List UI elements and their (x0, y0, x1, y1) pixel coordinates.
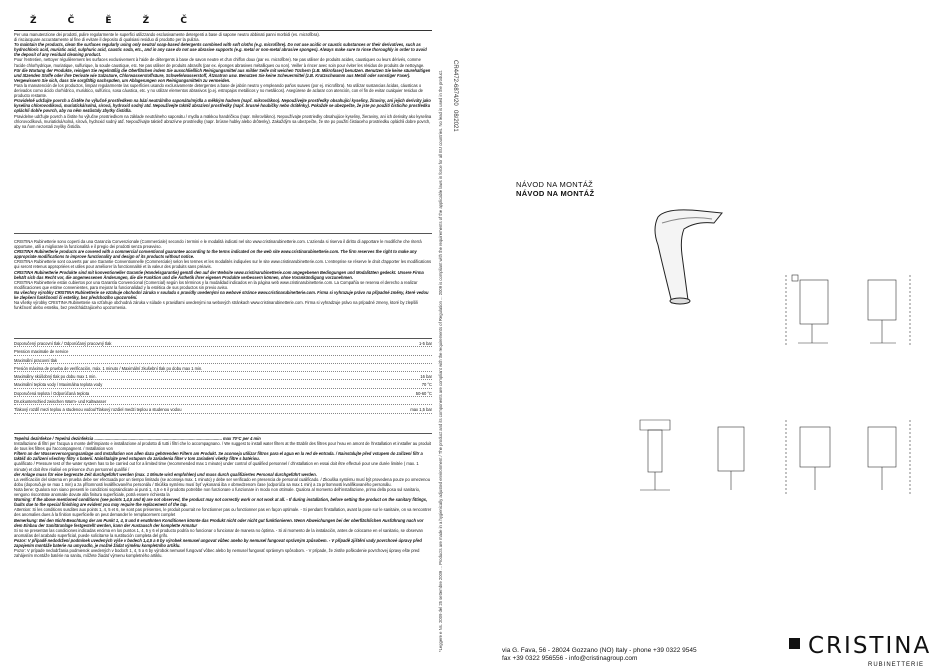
warranty-paragraph: Na všechny výrobky CRISTINA Rubinetterie se vztahuje obchodní záruka v souladu s pravidly uvedenými na webové stránce www.cristinarubinetterie.com. Firma si vyhrazuje právo na případné změny, které vedou ke zlepšení funkčnosti či estetiky, bez předchozího upozornění. (14, 289, 429, 301)
warranty-paragraph: CRISTINA Rubinetterie sont couverts par une Garantie Conventionnelle (Commerciale) selon les termes et les modalités indiquées sur le site www.cristinarubinetterie.com. L'entreprise se réserve le droit d'apporter les modifications qui seront retenus appropriées et utiles pour améliorer la fonctionnalité et la valeur des produits sans préavis. (14, 259, 432, 270)
installation-paragraph: La verificación del sistema en prueba debe ser efectuada por un tiempo limitado (se aconseja max. 1 minuto) y debe ser verificado en presencia de personal cualificado. / Zkouška systému musí být provedena pouze po omezenou dobu (doporučuje se max 1 min) a za přítomnosti kvalifikovaného personálu / Skúška systému musí byť vykonaná iba v obmedzenom čase (odporúča sa max 1 min) a za prítomnosti kvalifikovaného personálu. (14, 476, 430, 487)
spec-label: Maximálny skúšobný tlak po dobu max 1 min. (14, 374, 97, 380)
maintenance-paragraph: Für die Wartung der Produkte, reinigen Sie regelmäßig die Oberflächen indem Sie ausschließlich Reinigungsmittel aus milder Seife mit weichen Tüchern (z.B. Mikrofaser) benutzen. Benutzen Sie keine säurehaltigen und ätzenden Stoffe oder ihre Derivate wie Salzsäure, Chlorwasserstoffsäure, Schwefelwasserstoff, Ätznatron usw. Benutzen Sie keine Scheuermittel (z.B. Kratzschwamm aus Metall oder sonstiger Faser). Vergewissern Sie sich, dass Sie sorgfältig nachspülen, um Ablagerungen von Reinigungsmitteln zu vermeiden. (14, 67, 431, 83)
spec-row (14, 399, 432, 405)
spec-row (14, 349, 432, 355)
spec-label: Tlakový rozdíl mezi teplou a studenou vodou/Tlakový rozdiel medzi teplou a studenou vodou (14, 407, 182, 413)
maintenance-paragraph: Para la manutención de los productos, limpiar regularmente las superficies usando exclusivamente detergentes a base de jabón neutro y empleando paños suaves (por ej. microfibra). No utilizar sustancias ácidas, cáusticas o derivados como ácido clorhídrico, muriático, sulfúrico, sosa cáustica, etc. y no utilizar elementos abrasivos (p.ej. estropajos metálicos y no metálicos). Asegúrese de aclarar con atención, con el fin de evitar cualquier residuo de producto restante. (14, 82, 423, 99)
spec-label: Doporučený pracovní tlak / Odporúčaný pracovný tlak (14, 341, 112, 346)
maintenance-paragraph: di risciacquare accuratamente al fine di evitare il deposito di qualsiasi residuo di prodotto per la pulizia. (14, 37, 200, 43)
vertical-compliance-text: *Leggere e Ns. 2009 del 25 settembre 2009 ... Products are made in a hygienically adjusted environment / The product and its components are compliant with the requirements of Regulation ... 2009 is compliant with the requirements of the applicable laws in force for all EU countries. No lead is used in the product. (438, 69, 443, 652)
header-title: Ž Č Ě Ž Č (30, 16, 201, 26)
brand-subtitle: RUBINETTERIE (868, 662, 925, 668)
warranty-paragraph: CRISTINA Rubinetterie products are covered with a commercial conventional guarantee according to the terms indicated on the web site www.cristinarubinetterie.com. The firm reserves the right to make any appropriate modifications to improve functionality and design of its products without notice. (14, 249, 417, 260)
spec-label: Doporučená teplota / Odporúčaná teplota (14, 390, 90, 396)
dimension-drawing-1 (786, 275, 910, 345)
spec-label: Druckunterschied zwischen Warm- und Kaltwasser (14, 399, 107, 405)
spec-row (14, 382, 432, 388)
installation-paragraph: Tepelná dezinfekce / Tepelná dezinfekcia ................................................................................................................ max 70°C per 4 min (14, 436, 261, 441)
spec-label: Pression maximale de service (14, 349, 69, 355)
installation-notes (14, 436, 432, 558)
address-line-2: fax +39 0322 956556 - info@cristinagroup.com (502, 655, 638, 662)
warranty-paragraph: CRISTINA Rubinetterie sono coperti da una Garanzia Convenzionale (Commerciale) secondo i termini e le modalità indicati nel sito www.cristinarubinetterie.com. L'azienda si riserva il diritto di apportare le modifiche che riterrà opportune, utili a migliorare la funzionalità e il pregio dei prodotti senza preavviso. (14, 239, 422, 250)
spec-value: 16 bar (420, 374, 432, 380)
spec-label: Presión máxima de prueba de verificación, máx. 1 minuto / Maximální zkušební tlak po dobu max 1 min. (14, 365, 203, 371)
installation-paragraph: Attention: Si les conditions susdites aux points 1, 4, 5 et 6, ne sont pas présentes, le produit pourrait ne fonctionner pas ou fonctionner pas en façon optimale. - Si pendant l'installation, avant la pose sur le sanitaire, on va rencontrer des anomalies dues à la finition superficielle on peut demander le remplacement complet (14, 507, 432, 518)
spec-value: max 1,5 bar (410, 407, 432, 413)
maintenance-paragraph: Per una manutenzione dei prodotti, pulire regolarmente le superfici utilizzando esclusivamente detergenti a base di sapone neutro abbinati panni morbidi (es. microfibra). (14, 32, 320, 37)
title-line-2: NÁVOD NA MONTÁŽ (516, 189, 595, 198)
spec-row (14, 366, 432, 372)
installation-paragraph: Installazione di filtri per l'acqua a monte dell'impianto e installazione al prodotto di tutti i filtri che lo accompagnano. / We suggest to install water filters at the Etablir des filtres pour l'eau en amont de l'installation et installer au produit de tous les filtres qui l'accompagnent. / Installation von (14, 441, 431, 452)
brand-logo: CRISTINA (808, 633, 932, 659)
installation-paragraph: Pozor: V prípade nedodržania podmienok uvedených v bodoch 1, 4, 5 a 6 by výrobok nemusel fungovať vôbec alebo by nemusel fungovať správnym spôsobom. - V prípade, že zistíte poškodenie povrchovej úpravy ešte pred zahájením montáže batérie na sanitu, môžete žiadať výmenu kompletného artiklu. (14, 548, 420, 559)
maintenance-section (14, 32, 432, 129)
spec-value: 50-60 °C (415, 390, 432, 396)
logo-square-icon (789, 638, 800, 649)
address-line-1: via G. Fava, 56 - 28024 Gozzano (NO) Italy - phone +39 0322 9545 (502, 647, 697, 654)
installation-paragraph: Nota bene: Qualora non siano presenti le condizioni sopraindicate ai punti 1, 4,5 e 6 il prodotto potrebbe non funzionare o funzionare in modo non ottimale. Qualora al momento dell'installazione, prima della posa sul sanitario, vengono riscontrate anomalie dovute alla finitura superficiale, potrà essere richiesta la (14, 486, 421, 498)
technical-drawings (600, 165, 940, 585)
installation-paragraph: Bemerkung: Bei den Nicht-Beachtung der am Punkt 1, 4, 5 und 6 erwähnten Konditionen könnte das Produkt nicht oder nicht gut funktionieren. Wenn Abweichungen bei der oberflächlichen Ausführung nach vor dem Einbau der Sanitäranlage festgestellt werden, kann der Austausch der komplette Armatur (14, 517, 424, 528)
doc-date: 08/2021 (452, 110, 458, 132)
maintenance-paragraph: Pravidelně udržujte povrch a čistěte ho výlučně prostředkem na bázi neutrálního saponátu/mýdla a měkkým hadrem (např. mikrovlákno). Nepoužívejte prostředky obsahující kyseliny, žíraviny, ani jejich deriváty jako kyselina chlorovodíková, muriatická/solná, sírová, hydroxid sodný atd. Nepoužívejte taktéž abrazivní prostředky (např. brusné houbičky nebo drátěnky). Pokaždé se ubezpečte, že jste po použití čisticího prostředku opláchli dobře povrch, aby na něm nezůstaly zbytky čistidla. (14, 98, 431, 114)
warranty-section (14, 239, 432, 310)
faucet-illustration (655, 210, 722, 304)
installation-paragraph: Si no se presentan las condiciones indicadas encima en los puntos 1, 4, 5 y 6 el producto podría no funcionar o funcionar de manera no óptima. - Si al momento de la instalación, antes de colocarse en el sanitario, se observan anomalías del acabado superficial, puede solicitarse la sustitución completa del grifo. (14, 527, 423, 538)
installation-paragraph: Warning: If the above mentioned conditions (see points 1,4,5 and 6) are not observed, the product may not correctly work or not work at all. - If during installation, before setting the product on the sanitary fittings, faults due to the special finishing are evident you may require the replacement of the tap. (14, 497, 428, 508)
spec-row (14, 341, 432, 347)
specs-table (14, 341, 432, 416)
maintenance-paragraph: To maintain the products, clean the surfaces regularly using only neutral soap-based detergents combined with soft cloths (e.g. microfibre). Do not use acidic or caustic substances or their derivatives, such as hydrochloric acid, muriatic acid, sulphuric acid, caustic soda, etc., and in any case do not use abrasive supports (e.g. metal or non-metal abrasive sponges). Always make sure to rinse thoroughly in order to avoid the deposit of any residual cleaning product. (14, 42, 427, 58)
doc-code: CR4472-6874/20 (452, 60, 458, 106)
divider (14, 233, 432, 234)
spec-value: 1-5 bar (419, 341, 432, 346)
spec-row (14, 391, 432, 397)
warranty-paragraph: CRISTINA Rubinetterie están cubiertos por una Garantía Convencional (Comercial) según los términos y la modalidad indicados en la página web www.cristinarubinetterie.com. La Compañía se reserva el derecho a realizar modificaciones que estime convenientes, para mejorar la funcionalidad y la estética de sus productos sin previo aviso. (14, 279, 418, 290)
left-column (14, 18, 432, 658)
warranty-paragraph: CRISTINA Rubinetterie Produkte sind mit konventioneller Garantie (Handelsgarantie) gemäß den auf der Website www.cristinarubinetterie.com angegebenen Bedingungen und Modalitäten gedeckt. Unsere Firma behält sich das Recht vor, die angemessenen Änderungen, die die Funktion und die Ästhetik ihrer eigenen Produkte verbessern können, ohne Vorankündigung vorzunehmen. (14, 269, 424, 280)
divider (14, 338, 432, 339)
installation-paragraph: Pozor: V případě nedodržení podmínek uvedených výše v bodech 1,4,5 a 6 by výrobek nemusel ungovat vůbec anebo by nemusel fungovat správným způsobem. - V případě zjištění vady povrchové úpravy před zapojením montáže baterie na umyvadlo, je možné žádat výměnu kompletního artiklu. (14, 537, 422, 548)
title-line-1: NÁVOD NA MONTÁŽ (516, 180, 594, 189)
maintenance-paragraph: Pravidelne udržujte povrch a čistite ho výlučne prostriedkom na základe neutrálneho saponátu / mydla a mäkkou handričkou (napr. mikrovlákno). Nepoužívajte prostriedky obsahujúce kyseliny, žieraviny, ani ich deriváty ako kyselina chlorovodíková, muriatická/solná, sírová, hydroxid sodný atď. Nepoužívajte taktiež abrazívne prostriedky (napr. brúsne hubky alebo drôtenky). Zakaždým sa ubezpečte, že ste po použití čistiaceho prostriedku opláchli dobre povrch, aby na ňom nezostali zvyšky čistidla. (14, 113, 432, 129)
installation-paragraph: Filtern an der Wasserversorgungsanlage und Installation von allen dazu gehörenden Filtern am Produkt. Se aconseja utilizar filtros para el agua en la red de entrada. / Nainstalujte před vstupem do zařízení filtr a taktéž do zařízení všechny filtry s baterií. Nainštalujte pred vstupom do zariadenia filter v tom zariadení všetky filtre s batériou. (14, 451, 423, 462)
spec-label: Maximální teplota vody / Maximálna teplota vody (14, 382, 103, 388)
spec-label: Maximální pracovní tlak (14, 357, 58, 363)
dimension-drawing-2 (640, 420, 910, 495)
maintenance-paragraph: Pour l'entretien, nettoyer régulièrement les surfaces exclusivement à l'aide de détergents à base de savon neutre et d'un chiffon doux (par ex. microfibre). Ne pas utiliser de produits acides, caustiques ou leurs dérivés, comme l'acide chlorhydrique, muriatique, sulfurique, la soude caustique, etc. Ne pas utiliser de produits abrasifs (par ex. éponges abrasives métalliques ou non). Veiller à rincer avec soin pour éviter les résidus de produits de nettoyage. (14, 57, 425, 68)
spec-row (14, 374, 432, 380)
spec-row (14, 358, 432, 364)
spec-value: 70 °C (421, 382, 432, 388)
divider (14, 433, 432, 434)
installation-paragraph: qualificato / Pressure test of the water system has to be carried out for a limited time (recommended max 1 minute) under control of qualified personnel / d'installation en essai doit être effectué pour une durée limitée ( max. 1 minute) et doit être réalisé en présence d'un personnel qualifié / (14, 461, 419, 472)
manual-title (516, 180, 594, 198)
spec-row (14, 407, 432, 413)
company-address (502, 647, 697, 663)
warranty-paragraph: Na všetky výrobky CRISTINA Rubinetterie sa vzťahuje obchodná záruka v súlade s pravidlami uvedenými na webových stránkach www.cristinarubinetterie.com. Firma si vyhradzuje právo na prípadné zmeny, ktoré by zlepšili funkčnosť alebo estetiku, bez predchádzajúceho upozornenia. (14, 300, 418, 311)
installation-paragraph: der Anlage muss für eine begrenzte Zeit durchgeführt werden (max. 1 Minute wird empfohlen) und muss durch qualifiziertes Personal durchgeführt werden. (14, 471, 317, 477)
